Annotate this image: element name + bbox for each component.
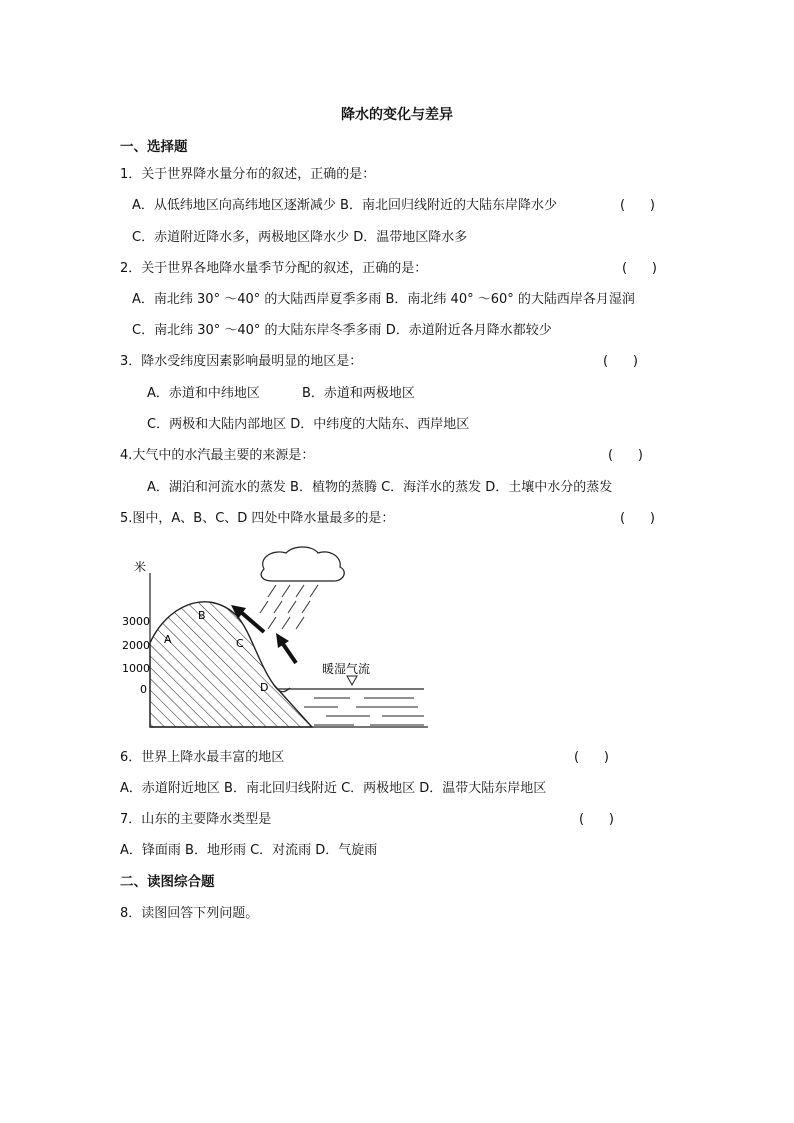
point-label-d: D <box>260 681 269 694</box>
question-5-answer-blank[interactable]: ( ) <box>620 511 655 526</box>
question-8-stem: 8．读图回答下列问题。 <box>120 906 259 921</box>
question-4-options: A．湖泊和河流水的蒸发 B．植物的蒸腾 C．海洋水的蒸发 D．土壤中水分的蒸发 <box>147 480 613 495</box>
question-3-option-a: A．赤道和中纬地区 <box>147 386 260 401</box>
question-1-stem: 1．关于世界降水量分布的叙述，正确的是： <box>120 167 376 182</box>
y-tick-1000: 1000 <box>122 662 150 675</box>
rain-streaks <box>260 585 318 629</box>
question-2-stem: 2．关于世界各地降水量季节分配的叙述，正确的是： <box>120 261 428 276</box>
point-label-b: B <box>198 609 206 622</box>
airflow-arrow-lower <box>283 644 296 663</box>
question-6-answer-blank[interactable]: ( ) <box>574 750 609 765</box>
water-level-marker-icon <box>347 676 357 685</box>
question-3-answer-blank[interactable]: ( ) <box>603 354 638 369</box>
section-heading-map-reading: 二、读图综合题 <box>120 874 215 890</box>
y-tick-2000: 2000 <box>122 639 150 652</box>
y-tick-0: 0 <box>140 683 147 696</box>
question-6-stem: 6．世界上降水最丰富的地区 <box>120 750 285 765</box>
question-5-stem: 5.图中，A、B、C、D 四处中降水量最多的是： <box>120 511 395 526</box>
question-2-options-ab: A．南北纬 30° ～40° 的大陆西岸夏季多雨 B．南北纬 40° ～60° 的大陆西岸各月湿润 <box>132 292 635 307</box>
question-1-options-cd: C．赤道附近降水多，两极地区降水少 D．温带地区降水多 <box>132 230 468 245</box>
y-axis-unit: 米 <box>134 560 147 574</box>
question-7-options: A．锋面雨 B．地形雨 C．对流雨 D．气旋雨 <box>120 843 378 858</box>
point-label-c: C <box>236 637 244 650</box>
question-3-stem: 3．降水受纬度因素影响最明显的地区是： <box>120 354 363 369</box>
question-3-option-b: B．赤道和两极地区 <box>302 386 415 401</box>
orographic-rain-diagram <box>118 545 438 735</box>
page-title: 降水的变化与差异 <box>341 107 453 123</box>
question-2-answer-blank[interactable]: ( ) <box>622 261 657 276</box>
question-2-options-cd: C．南北纬 30° ～40° 的大陆东岸冬季多雨 D．赤道附近各月降水都较少 <box>132 323 552 338</box>
question-3-options-cd: C．两极和大陆内部地区 D．中纬度的大陆东、西岸地区 <box>147 417 470 432</box>
y-tick-3000: 3000 <box>122 615 150 628</box>
question-1-options-ab: A．从低纬地区向高纬地区逐渐减少 B．南北回归线附近的大陆东岸降水少 <box>132 198 557 213</box>
point-label-a: A <box>164 633 172 646</box>
airflow-label: 暖湿气流 <box>322 662 371 676</box>
question-6-options: A．赤道附近地区 B．南北回归线附近 C．两极地区 D．温带大陆东岸地区 <box>120 781 547 796</box>
question-1-answer-blank[interactable]: ( ) <box>620 198 655 213</box>
question-7-answer-blank[interactable]: ( ) <box>579 812 614 827</box>
cloud-icon <box>261 547 344 581</box>
section-heading-choice: 一、选择题 <box>120 139 188 155</box>
question-4-answer-blank[interactable]: ( ) <box>608 448 643 463</box>
question-7-stem: 7．山东的主要降水类型是 <box>120 812 272 827</box>
question-4-stem: 4.大气中的水汽最主要的来源是： <box>120 448 315 463</box>
